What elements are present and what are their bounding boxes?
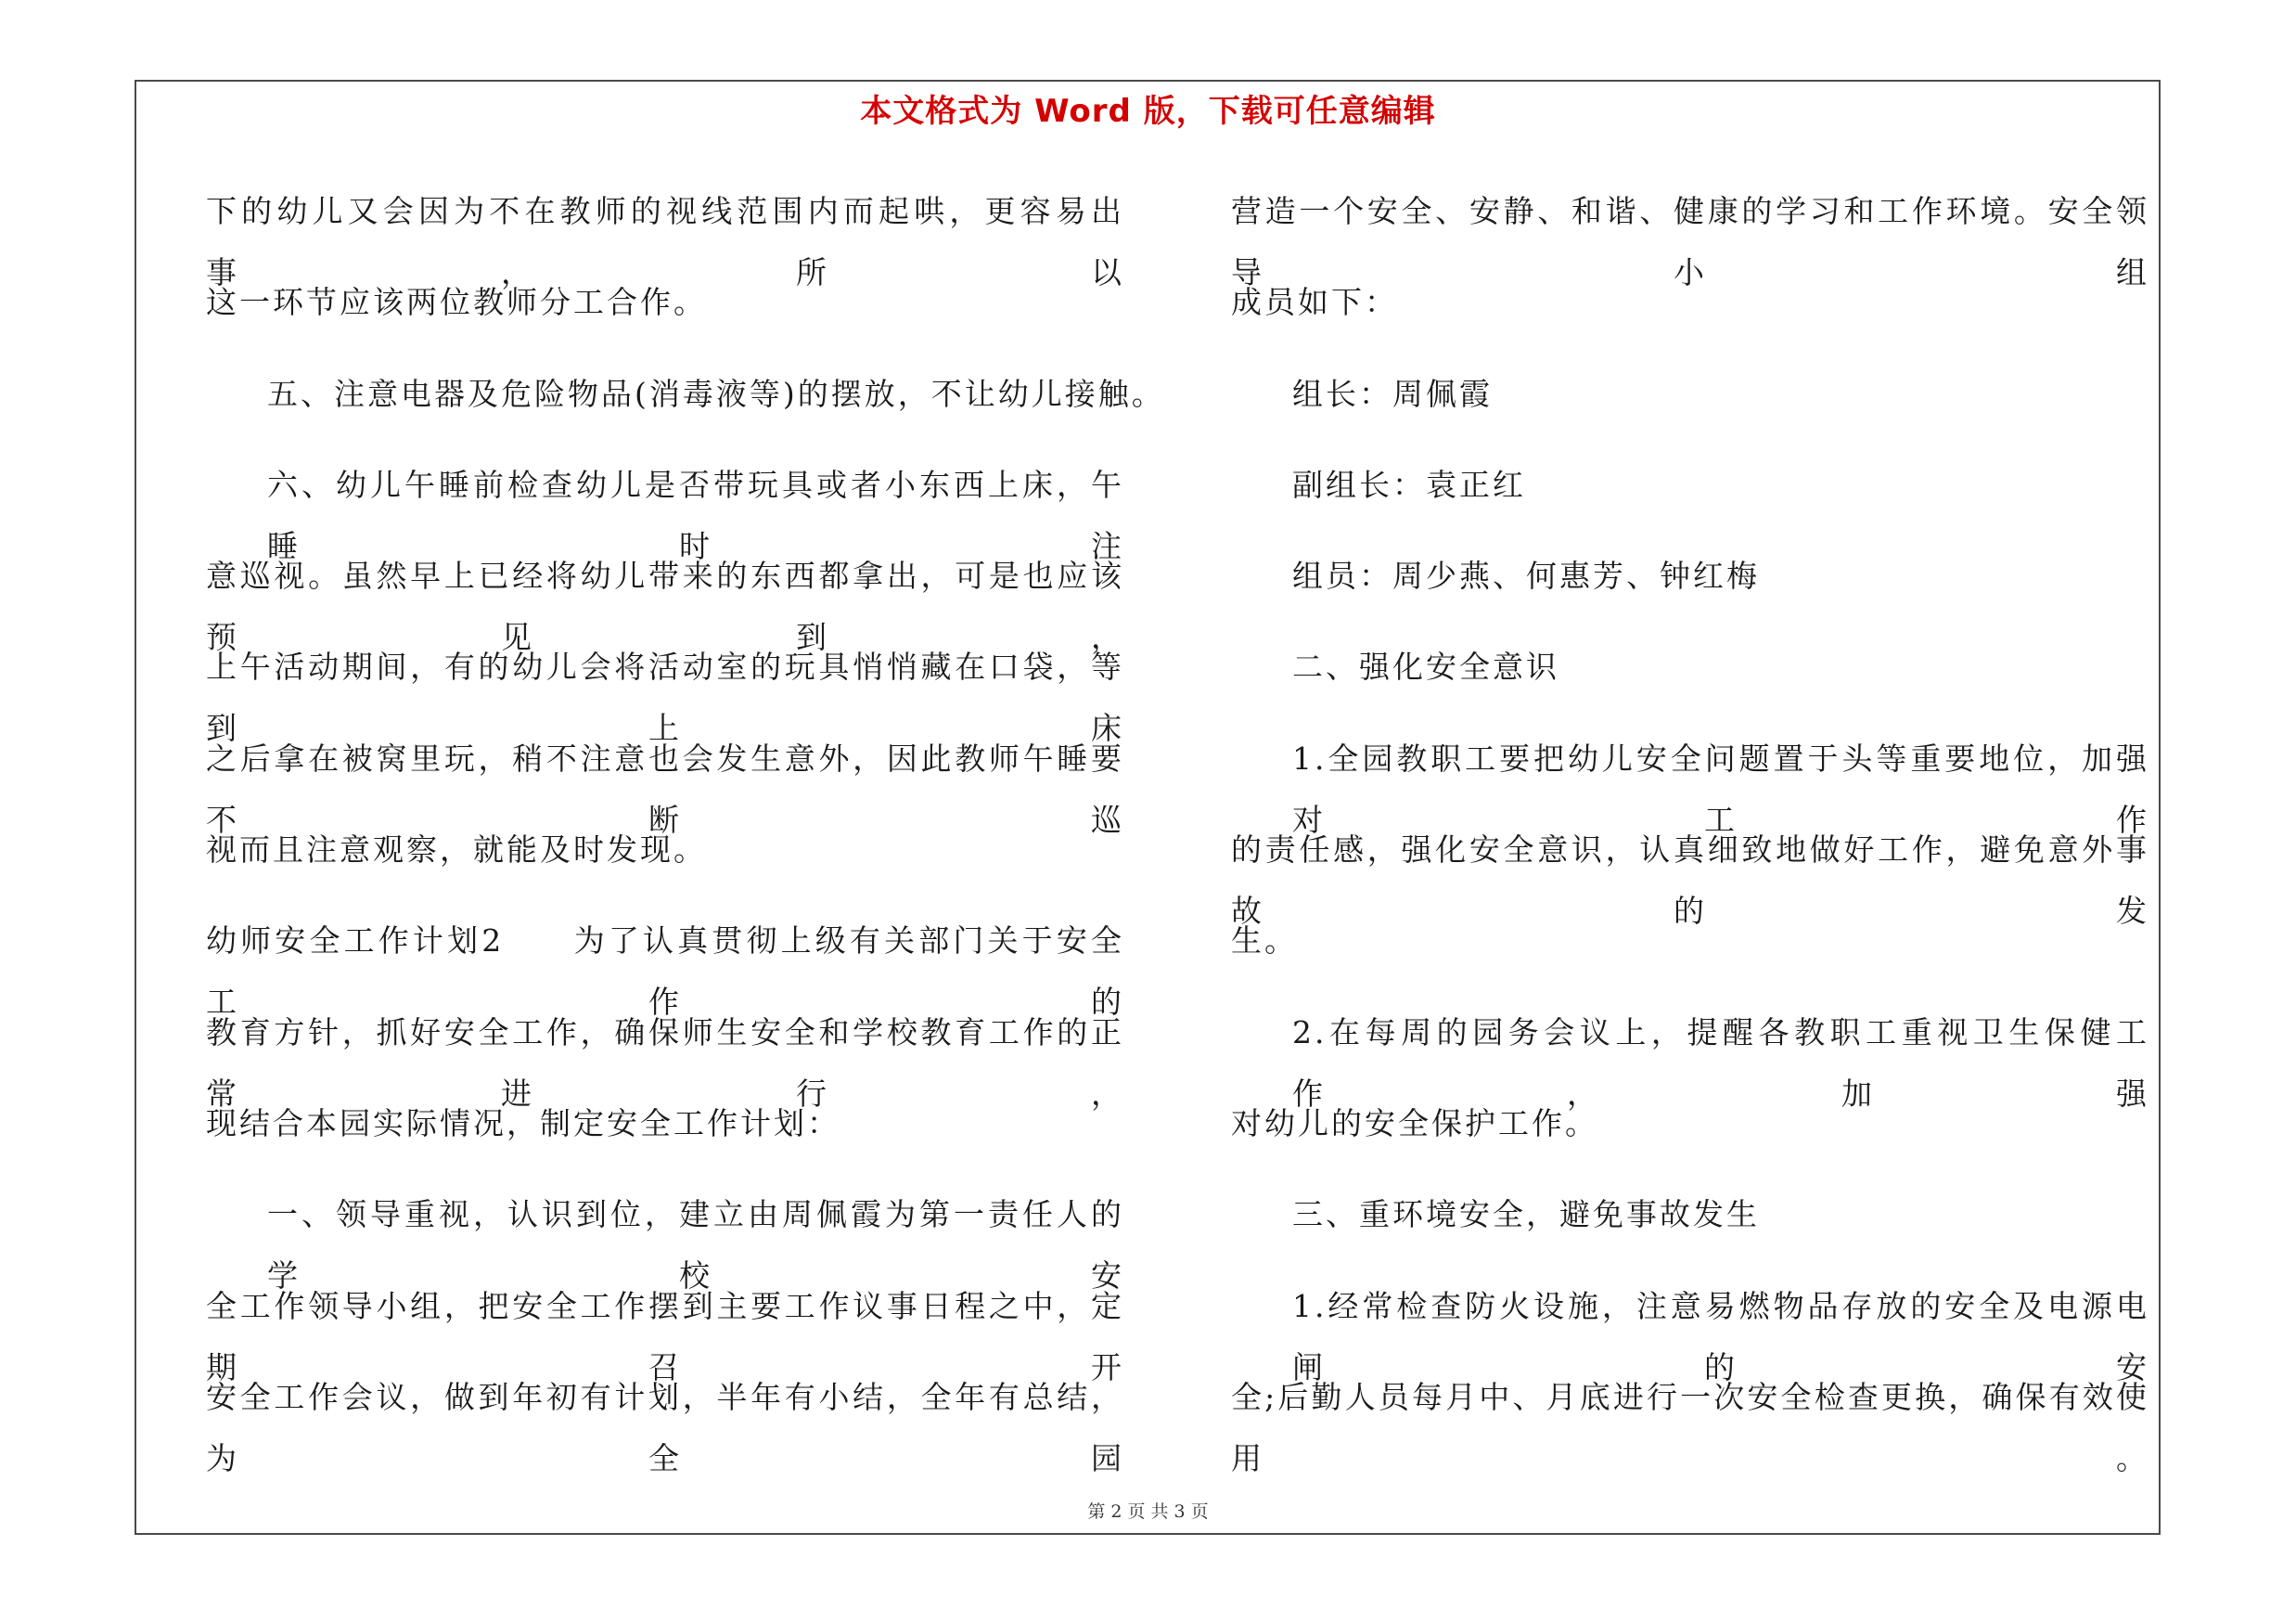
text-line: 组员：周少燕、何惠芳、钟红梅 bbox=[1292, 558, 1760, 595]
text-line: 2.在每周的园务会议上，提醒各教职工重视卫生保健工作，加强 bbox=[1292, 1013, 2149, 1112]
text-line: 1.经常检查防火设施，注意易燃物品存放的安全及电源电闸的安 bbox=[1292, 1287, 2149, 1385]
text-line: 五、注意电器及危险物品(消毒液等)的摆放，不让幼儿接触。 bbox=[267, 375, 1165, 412]
right-column bbox=[1231, 181, 2149, 1476]
page-number-footer: 第 2 页 共 3 页 bbox=[1087, 1501, 1209, 1522]
text-line: 视而且注意观察，就能及时发现。 bbox=[206, 831, 707, 869]
text-line: 副组长：袁正红 bbox=[1292, 466, 1526, 503]
text-line: 安全工作会议，做到年初有计划，半年有小结，全年有总结，为全园 bbox=[206, 1378, 1124, 1476]
text-line: 对幼儿的安全保护工作。 bbox=[1231, 1104, 1598, 1141]
header-banner: 本文格式为 Word 版，下载可任意编辑 bbox=[860, 93, 1436, 130]
text-line: 上午活动期间，有的幼儿会将活动室的玩具悄悄藏在口袋，等到上床 bbox=[206, 649, 1124, 747]
text-line: 之后拿在被窝里玩，稍不注意也会发生意外，因此教师午睡要不断巡 bbox=[206, 740, 1124, 838]
text-line: 生。 bbox=[1231, 922, 1298, 960]
left-column bbox=[206, 181, 1165, 1476]
text-line: 意巡视。虽然早上已经将幼儿带来的东西都拿出，可是也应该预见到， bbox=[206, 558, 1124, 656]
text-line: 成员如下： bbox=[1231, 284, 1398, 321]
text-line: 六、幼儿午睡前检查幼儿是否带玩具或者小东西上床，午睡时注 bbox=[267, 466, 1124, 564]
text-line: 全;后勤人员每月中、月底进行一次安全检查更换，确保有效使用。 bbox=[1231, 1378, 2149, 1476]
text-line: 1.全园教职工要把幼儿安全问题置于头等重要地位，加强对工作 bbox=[1292, 740, 2149, 838]
text-line: 营造一个安全、安静、和谐、健康的学习和工作环境。安全领导小组 bbox=[1231, 193, 2149, 290]
text-line: 下的幼儿又会因为不在教师的视线范围内而起哄，更容易出事，所以 bbox=[206, 193, 1124, 290]
text-line: 这一环节应该两位教师分工合作。 bbox=[206, 284, 707, 321]
text-line: 三、重环境安全，避免事故发生 bbox=[1292, 1196, 1760, 1233]
text-line: 二、强化安全意识 bbox=[1292, 649, 1559, 686]
text-line: 教育方针，抓好安全工作，确保师生安全和学校教育工作的正常进行， bbox=[206, 1013, 1124, 1112]
text-line: 幼师安全工作计划2 为了认真贯彻上级有关部门关于安全工作的 bbox=[206, 922, 1124, 1021]
text-line: 一、领导重视，认识到位，建立由周佩霞为第一责任人的学校安 bbox=[267, 1196, 1124, 1295]
text-line: 全工作领导小组，把安全工作摆到主要工作议事日程之中，定期召开 bbox=[206, 1287, 1124, 1385]
text-line: 的责任感，强化安全意识，认真细致地做好工作，避免意外事故的发 bbox=[1231, 831, 2149, 930]
text-line: 现结合本园实际情况，制定安全工作计划： bbox=[206, 1104, 840, 1141]
text-line: 组长：周佩霞 bbox=[1292, 375, 1493, 412]
